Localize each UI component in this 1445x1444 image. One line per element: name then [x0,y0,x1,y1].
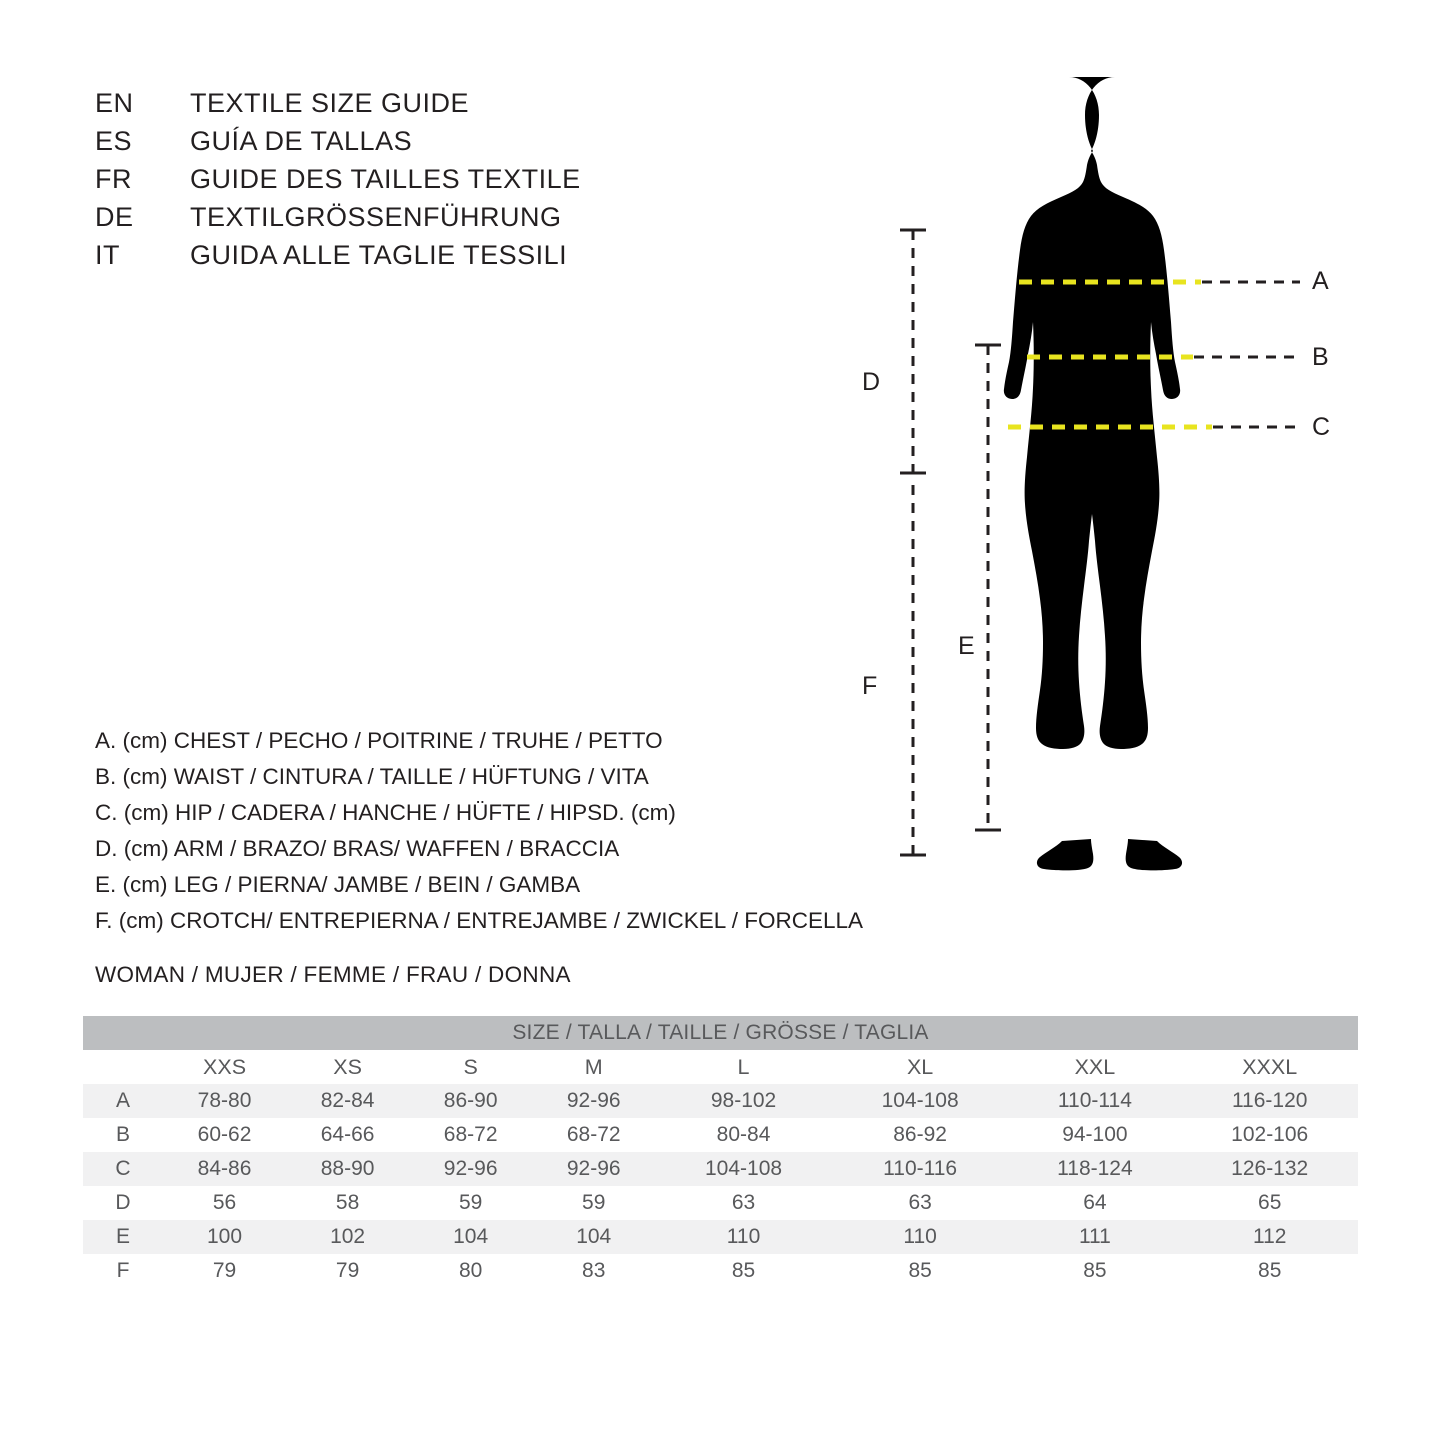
cell: 85 [655,1254,832,1288]
cell: 104 [532,1220,655,1254]
title-block [95,88,715,278]
cell: 110 [655,1220,832,1254]
cell: 64-66 [286,1118,409,1152]
col-head-m: M [532,1050,655,1084]
col-head-xl: XL [832,1050,1009,1084]
cell: 79 [286,1254,409,1288]
corner-cell [83,1050,163,1084]
bracket-d [900,230,926,473]
title-row [95,202,715,240]
cell: 118-124 [1008,1152,1181,1186]
dim-label-d: D [862,368,881,396]
title-text-en: TEXTILE SIZE GUIDE [190,88,470,118]
measure-leaders [1194,282,1300,427]
title-row [95,126,715,164]
legend-item-e: E. (cm) LEG / PIERNA/ JAMBE / BEIN / GAMBA [95,872,581,897]
table-column-header [83,1050,1358,1084]
legend-item-a: A. (cm) CHEST / PECHO / POITRINE / TRUHE / PETTO [95,728,663,753]
cell: 83 [532,1254,655,1288]
table-band-header [83,1016,1358,1050]
cell: 104-108 [655,1152,832,1186]
size-band-label: SIZE / TALLA / TAILLE / GRÖSSE / TAGLIA [83,1016,1358,1050]
cell: 88-90 [286,1152,409,1186]
measurement-figure [830,55,1390,905]
cell: 92-96 [409,1152,532,1186]
col-head-xxs: XXS [163,1050,286,1084]
cell: 110-114 [1008,1084,1181,1118]
title-lang-it: IT [95,240,120,270]
legend-item-f: F. (cm) CROTCH/ ENTREPIERNA / ENTREJAMBE / ZWICKEL / FORCELLA [95,908,863,933]
cell: 59 [532,1186,655,1220]
cell: 86-90 [409,1084,532,1118]
cell: 82-84 [286,1084,409,1118]
cell: 56 [163,1186,286,1220]
row-label-d: D [83,1186,163,1220]
cell: 63 [655,1186,832,1220]
table-row [83,1220,1358,1254]
table-row [83,1118,1358,1152]
cell: 126-132 [1181,1152,1358,1186]
cell: 94-100 [1008,1118,1181,1152]
col-head-s: S [409,1050,532,1084]
title-text-it: GUIDA ALLE TAGLIE TESSILI [190,240,568,270]
dim-label-e: E [958,632,975,660]
category-label: WOMAN / MUJER / FEMME / FRAU / DONNA [95,962,571,987]
col-head-xxl: XXL [1008,1050,1181,1084]
table-row [83,1084,1358,1118]
col-head-xxxl: XXXL [1181,1050,1358,1084]
bracket-f [900,485,926,855]
cell: 59 [409,1186,532,1220]
row-label-c: C [83,1152,163,1186]
legend-item-b: B. (cm) WAIST / CINTURA / TAILLE / HÜFTUNG / VITA [95,764,649,789]
cell: 58 [286,1186,409,1220]
cell: 68-72 [532,1118,655,1152]
table-row [83,1186,1358,1220]
legend-item-d: D. (cm) ARM / BRAZO/ BRAS/ WAFFEN / BRACCIA [95,836,620,861]
cell: 78-80 [163,1084,286,1118]
table-row [83,1254,1358,1288]
cell: 92-96 [532,1152,655,1186]
cell: 111 [1008,1220,1181,1254]
cell: 102-106 [1181,1118,1358,1152]
cell: 85 [1008,1254,1181,1288]
dim-label-a: A [1312,267,1329,295]
title-text-fr: GUIDE DES TAILLES TEXTILE [190,164,581,194]
cell: 104 [409,1220,532,1254]
cell: 112 [1181,1220,1358,1254]
row-label-e: E [83,1220,163,1254]
dim-label-f: F [862,672,878,700]
cell: 116-120 [1181,1084,1358,1118]
cell: 104-108 [832,1084,1009,1118]
size-table [83,1016,1358,1288]
dim-label-c: C [1312,413,1331,441]
cell: 92-96 [532,1084,655,1118]
title-row [95,88,715,126]
cell: 84-86 [163,1152,286,1186]
dim-label-b: B [1312,343,1329,371]
measurement-legend [95,723,895,939]
cell: 110-116 [832,1152,1009,1186]
cell: 60-62 [163,1118,286,1152]
cell: 86-92 [832,1118,1009,1152]
cell: 63 [832,1186,1009,1220]
legend-item-c: C. (cm) HIP / CADERA / HANCHE / HÜFTE / HIPSD. (cm) [95,800,676,825]
col-head-xs: XS [286,1050,409,1084]
title-lang-de: DE [95,202,134,232]
col-head-l: L [655,1050,832,1084]
cell: 79 [163,1254,286,1288]
title-row [95,164,715,202]
cell: 80-84 [655,1118,832,1152]
cell: 68-72 [409,1118,532,1152]
cell: 98-102 [655,1084,832,1118]
cell: 110 [832,1220,1009,1254]
title-lang-es: ES [95,126,133,156]
cell: 64 [1008,1186,1181,1220]
table-row [83,1152,1358,1186]
title-text-es: GUÍA DE TALLAS [190,126,413,156]
cell: 85 [1181,1254,1358,1288]
woman-silhouette [1004,77,1182,870]
title-row [95,240,715,278]
cell: 102 [286,1220,409,1254]
title-lang-fr: FR [95,164,132,194]
row-label-f: F [83,1254,163,1288]
title-lang-en: EN [95,88,134,118]
cell: 80 [409,1254,532,1288]
row-label-b: B [83,1118,163,1152]
cell: 100 [163,1220,286,1254]
bracket-e [975,345,1001,830]
row-label-a: A [83,1084,163,1118]
title-text-de: TEXTILGRÖSSENFÜHRUNG [190,202,562,232]
cell: 85 [832,1254,1009,1288]
cell: 65 [1181,1186,1358,1220]
